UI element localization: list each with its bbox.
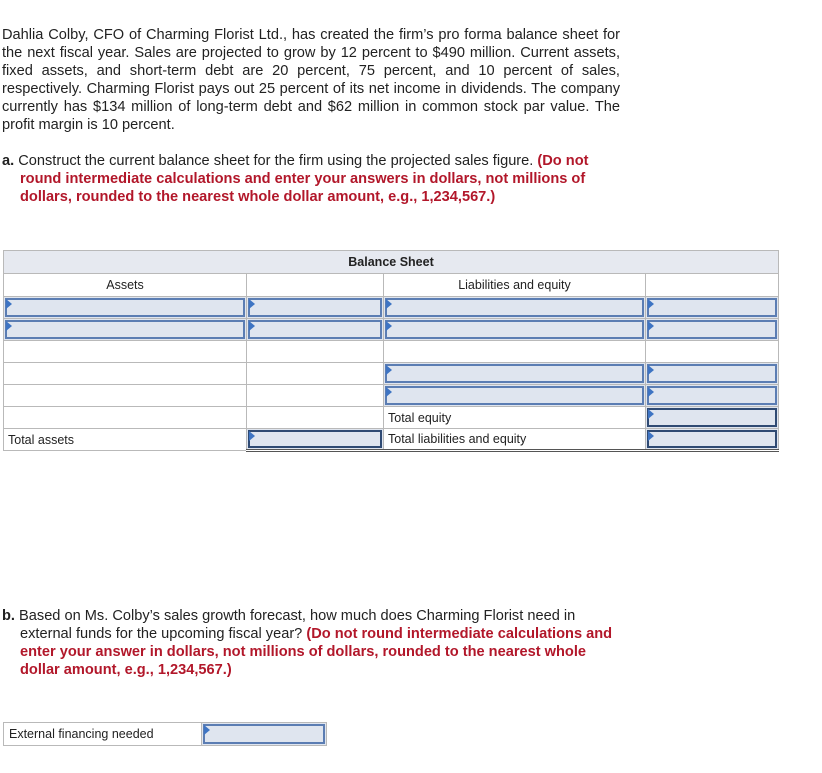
input-arrow-icon bbox=[648, 365, 654, 375]
total-assets-label: Total assets bbox=[4, 429, 247, 451]
liability-value-2-cell bbox=[646, 319, 779, 341]
assets-header: Assets bbox=[4, 274, 247, 297]
dropdown-arrow-icon bbox=[386, 321, 392, 331]
external-financing-input[interactable] bbox=[203, 724, 325, 744]
external-financing-table bbox=[3, 722, 327, 746]
problem-intro: Dahlia Colby, CFO of Charming Florist Ltd., has created the firm’s pro forma balance sheet for the next fiscal year. Sales are projected to grow by 12 percent to $490 million. Current assets, fixed assets, and short-term debt are 20 percent, 75 percent, and 10 percent of sales, respectively. Charming Florist pays out 25 percent of its net income in dividends. The company currently has $134 million of long-term debt and $62 million in common stock par value. The profit margin is 10 percent. bbox=[2, 27, 620, 133]
question-b-instruction: (Do not round intermediate calculations and enter your answer in dollars, not millions of dollars, rounded to the nearest whole dollar amount, e.g., 1,234,567.) bbox=[20, 626, 613, 678]
equity-label-2-cell bbox=[384, 385, 646, 407]
total-equity-label: Total equity bbox=[384, 407, 646, 429]
total-equity-cell bbox=[646, 407, 779, 429]
external-financing-label: External financing needed bbox=[4, 723, 202, 746]
input-arrow-icon bbox=[204, 725, 210, 735]
equity-value-1-input[interactable] bbox=[647, 364, 777, 383]
asset-label-1-input[interactable] bbox=[5, 298, 245, 317]
equity-value-2-input[interactable] bbox=[647, 386, 777, 405]
question-b bbox=[2, 607, 620, 679]
total-liabilities-equity-cell bbox=[646, 429, 779, 451]
asset-value-1-input[interactable] bbox=[248, 298, 382, 317]
question-a-text: Construct the current balance sheet for the firm using the projected sales figure. bbox=[18, 153, 534, 169]
total-assets-input[interactable] bbox=[248, 430, 382, 448]
liability-value-1-input[interactable] bbox=[647, 298, 777, 317]
asset-value-2-cell bbox=[247, 319, 384, 341]
liability-value-1-cell bbox=[646, 297, 779, 319]
liability-label-2-input[interactable] bbox=[385, 320, 644, 339]
liabilities-equity-header: Liabilities and equity bbox=[384, 274, 646, 297]
equity-label-2-input[interactable] bbox=[385, 386, 644, 405]
equity-label-1-cell bbox=[384, 363, 646, 385]
asset-label-1-cell bbox=[4, 297, 247, 319]
equity-value-2-cell bbox=[646, 385, 779, 407]
question-a-label: a. bbox=[2, 153, 15, 169]
input-arrow-icon bbox=[648, 409, 654, 419]
question-b-label: b. bbox=[2, 608, 15, 624]
liability-value-2-input[interactable] bbox=[647, 320, 777, 339]
equity-label-1-input[interactable] bbox=[385, 364, 644, 383]
input-arrow-icon bbox=[648, 321, 654, 331]
input-arrow-icon bbox=[249, 321, 255, 331]
liability-label-1-cell bbox=[384, 297, 646, 319]
liability-label-2-cell bbox=[384, 319, 646, 341]
question-a-instruction: (Do not round intermediate calculations and enter your answers in dollars, not millions of dollars, rounded to the nearest whole dollar amount, e.g., 1,234,567.) bbox=[20, 153, 589, 205]
total-assets-cell bbox=[247, 429, 384, 451]
asset-label-2-input[interactable] bbox=[5, 320, 245, 339]
total-equity-input[interactable] bbox=[647, 408, 777, 427]
question-b-text: Based on Ms. Colby’s sales growth forecast, how much does Charming Florist need in external funds for the upcoming fiscal year? bbox=[19, 608, 576, 642]
dropdown-arrow-icon bbox=[386, 387, 392, 397]
total-liabilities-equity-input[interactable] bbox=[647, 430, 777, 448]
input-arrow-icon bbox=[249, 431, 255, 441]
equity-value-1-cell bbox=[646, 363, 779, 385]
asset-label-2-cell bbox=[4, 319, 247, 341]
dropdown-arrow-icon bbox=[6, 321, 12, 331]
input-arrow-icon bbox=[648, 431, 654, 441]
input-arrow-icon bbox=[648, 387, 654, 397]
liability-label-1-input[interactable] bbox=[385, 298, 644, 317]
question-a bbox=[2, 152, 620, 206]
asset-value-1-cell bbox=[247, 297, 384, 319]
external-financing-cell bbox=[202, 723, 327, 746]
balance-sheet-table bbox=[3, 250, 779, 452]
input-arrow-icon bbox=[249, 299, 255, 309]
total-liabilities-equity-label: Total liabilities and equity bbox=[384, 429, 646, 451]
balance-sheet-title: Balance Sheet bbox=[4, 251, 779, 274]
dropdown-arrow-icon bbox=[386, 365, 392, 375]
dropdown-arrow-icon bbox=[6, 299, 12, 309]
asset-value-2-input[interactable] bbox=[248, 320, 382, 339]
input-arrow-icon bbox=[648, 299, 654, 309]
dropdown-arrow-icon bbox=[386, 299, 392, 309]
